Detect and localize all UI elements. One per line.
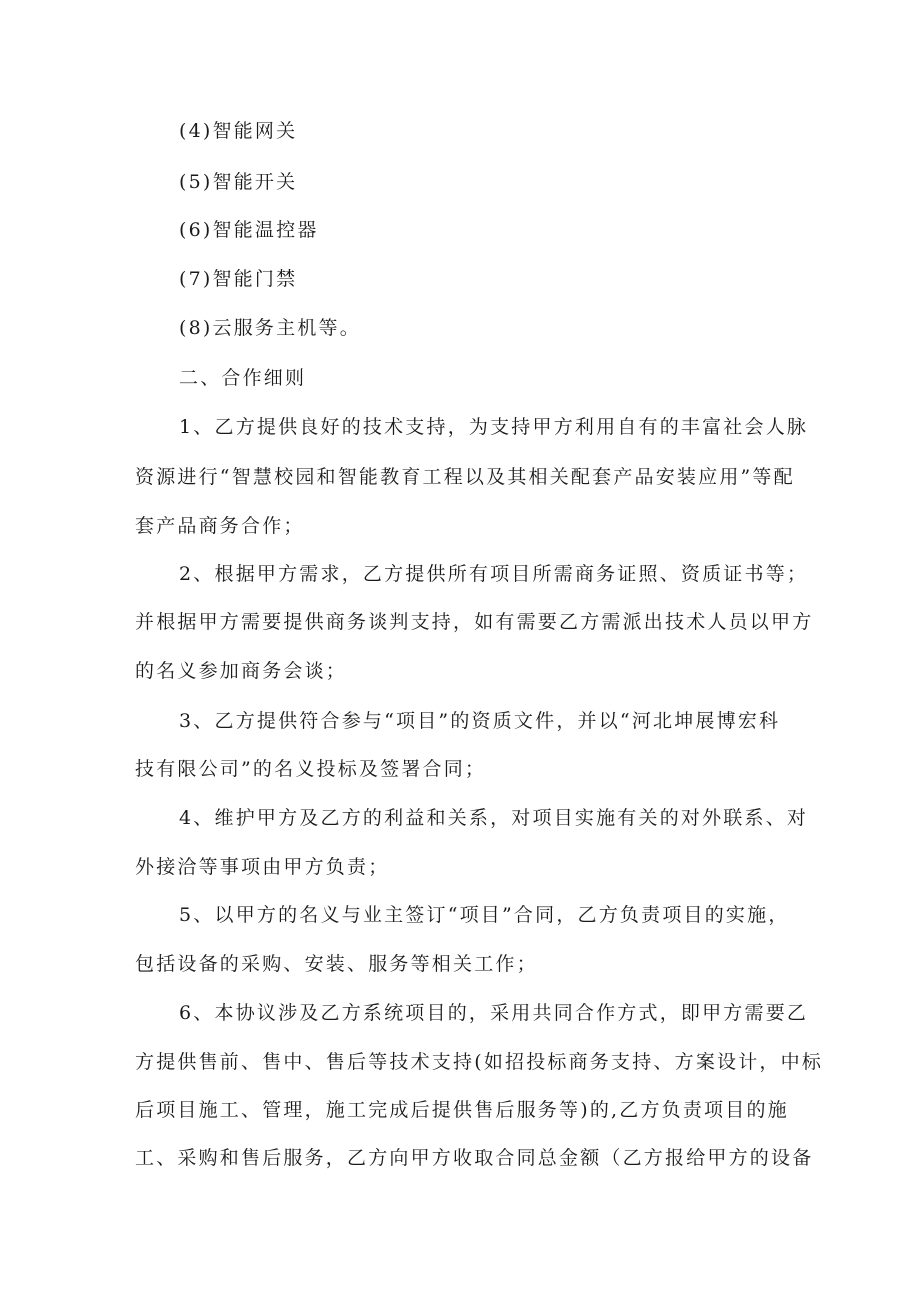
paragraph-3-line-1: 3、乙方提供符合参与“项目”的资质文件，并以“河北坤展博宏科 xyxy=(179,710,781,732)
paragraph-6-line-2: 方提供售前、售中、售后等技术支持(如招投标商务支持、方案设计，中标 xyxy=(135,1051,824,1073)
paragraph-6-line-4: 工、采购和售后服务，乙方向甲方收取合同总金额（乙方报给甲方的设备 xyxy=(135,1147,814,1169)
paragraph-1-line-2: 资源进行“智慧校园和智能教育工程以及其相关配套产品安装应用”等配 xyxy=(135,466,795,488)
list-item-smart-switch: (5)智能开关 xyxy=(179,171,298,193)
list-item-smart-gateway: (4)智能网关 xyxy=(179,120,298,142)
paragraph-6-line-3: 后项目施工、管理，施工完成后提供售后服务等)的,乙方负责项目的施 xyxy=(135,1099,789,1121)
list-item-smart-access-control: (7)智能门禁 xyxy=(179,268,298,290)
paragraph-4-line-1: 4、维护甲方及乙方的利益和关系，对项目实施有关的对外联系、对 xyxy=(179,807,809,829)
list-item-smart-thermostat: (6)智能温控器 xyxy=(179,219,319,241)
paragraph-2-line-2: 并根据甲方需要提供商务谈判支持，如有需要乙方需派出技术人员以甲方 xyxy=(135,611,814,633)
paragraph-4-line-2: 外接洽等事项由甲方负责； xyxy=(135,856,390,878)
paragraph-1-line-1: 1、乙方提供良好的技术支持，为支持甲方利用自有的丰富社会人脉 xyxy=(179,416,809,438)
paragraph-5-line-2: 包括设备的采购、安装、服务等相关工作； xyxy=(135,953,538,975)
paragraph-2-line-1: 2、根据甲方需求，乙方提供所有项目所需商务证照、资质证书等； xyxy=(179,563,809,585)
list-item-cloud-server: (8)云服务主机等。 xyxy=(179,317,361,339)
paragraph-1-line-3: 套产品商务合作； xyxy=(135,515,305,537)
paragraph-3-line-2: 技有限公司”的名义投标及签署合同； xyxy=(135,758,487,780)
paragraph-2-line-3: 的名义参加商务会谈； xyxy=(135,660,348,682)
section-heading: 二、合作细则 xyxy=(179,367,307,389)
paragraph-6-line-1: 6、本协议涉及乙方系统项目的，采用共同合作方式，即甲方需要乙 xyxy=(179,1002,809,1024)
paragraph-5-line-1: 5、以甲方的名义与业主签订“项目”合同，乙方负责项目的实施， xyxy=(179,904,790,926)
